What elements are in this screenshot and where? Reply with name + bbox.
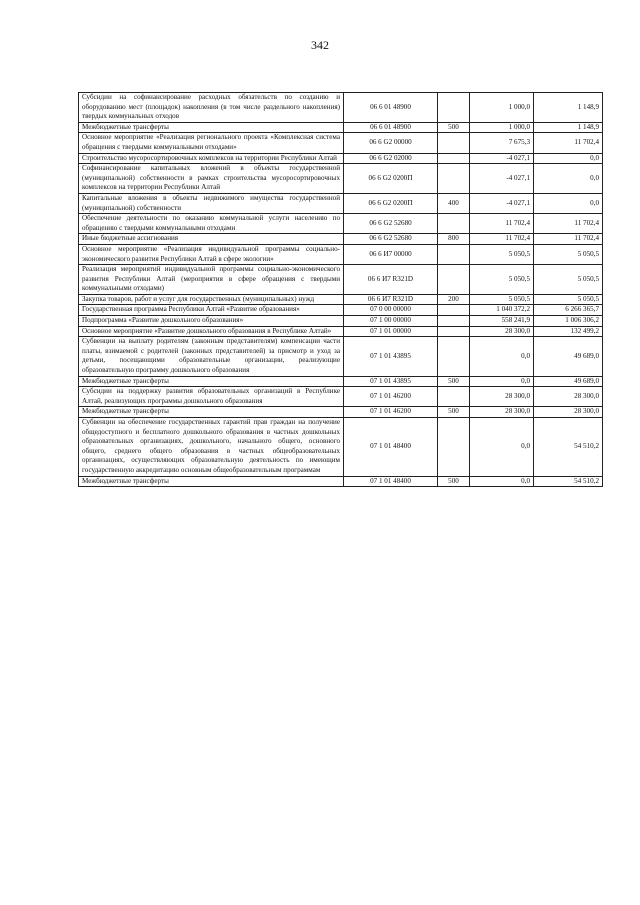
- row-name-cell: Межбюджетные трансферты: [79, 122, 344, 133]
- row-amount-1-cell: 0,0: [470, 376, 534, 387]
- row-expense-type-cell: [438, 418, 470, 477]
- row-amount-2-cell: 28 300,0: [534, 407, 603, 418]
- row-name-cell: Строительство мусоросортировочных комплексов на территории Республики Алтай: [79, 153, 344, 164]
- table-row: [79, 326, 603, 337]
- row-code-cell: 07 1 01 48400: [344, 418, 438, 477]
- row-expense-type-cell: [438, 214, 470, 234]
- row-code-cell: 07 1 01 48400: [344, 476, 438, 487]
- row-code-cell: 07 1 01 00000: [344, 326, 438, 337]
- table-row: [79, 153, 603, 164]
- row-name-cell: Государственная программа Республики Алтай «Развитие образования»: [79, 305, 344, 316]
- row-name-cell: Субсидии на поддержку развития образовательных организаций в Республике Алтай, реализующих программы дошкольного образования: [79, 387, 344, 407]
- row-amount-1-cell: 5 050,5: [470, 294, 534, 305]
- row-name-cell: Реализация мероприятий индивидуальной программы социально-экономического развития Республики Алтай (мероприятия в сфере обращения с твердыми коммунальными отходами): [79, 265, 344, 295]
- row-amount-1-cell: 11 702,4: [470, 214, 534, 234]
- row-code-cell: 07 0 00 00000: [344, 305, 438, 316]
- row-amount-2-cell: 1 148,9: [534, 122, 603, 133]
- table-row: [79, 234, 603, 245]
- row-code-cell: 06 6 G2 00000: [344, 133, 438, 153]
- row-expense-type-cell: 500: [438, 376, 470, 387]
- row-amount-1-cell: 5 050,5: [470, 265, 534, 295]
- row-expense-type-cell: [438, 316, 470, 327]
- row-amount-1-cell: -4 027,1: [470, 193, 534, 213]
- table-row: [79, 476, 603, 487]
- table-row: [79, 214, 603, 234]
- row-amount-2-cell: 5 050,5: [534, 294, 603, 305]
- table-row: [79, 244, 603, 264]
- row-expense-type-cell: 500: [438, 476, 470, 487]
- table-row: [79, 387, 603, 407]
- row-amount-2-cell: 11 702,4: [534, 214, 603, 234]
- table-row: [79, 305, 603, 316]
- row-name-cell: Обеспечение деятельности по оказанию коммунальной услуги населению по обращению с твердыми коммунальными отходами: [79, 214, 344, 234]
- row-amount-1-cell: 5 050,5: [470, 244, 534, 264]
- row-expense-type-cell: [438, 265, 470, 295]
- row-expense-type-cell: [438, 305, 470, 316]
- budget-table-body: [79, 93, 603, 487]
- row-amount-1-cell: 558 241,9: [470, 316, 534, 327]
- row-amount-1-cell: 28 300,0: [470, 407, 534, 418]
- row-code-cell: 07 1 01 46200: [344, 387, 438, 407]
- row-amount-2-cell: 1 148,9: [534, 93, 603, 123]
- row-name-cell: Иные бюджетные ассигнования: [79, 234, 344, 245]
- table-row: [79, 418, 603, 477]
- table-row: [79, 122, 603, 133]
- row-amount-1-cell: 1 040 372,2: [470, 305, 534, 316]
- row-expense-type-cell: [438, 133, 470, 153]
- row-expense-type-cell: [438, 326, 470, 337]
- row-name-cell: Основное мероприятие «Развитие дошкольного образования в Республике Алтай»: [79, 326, 344, 337]
- row-amount-2-cell: 49 689,0: [534, 337, 603, 376]
- row-code-cell: 06 6 И7 00000: [344, 244, 438, 264]
- row-name-cell: Закупка товаров, работ и услуг для государственных (муниципальных) нужд: [79, 294, 344, 305]
- row-code-cell: 06 6 И7 R321D: [344, 294, 438, 305]
- row-amount-1-cell: 11 702,4: [470, 234, 534, 245]
- row-amount-1-cell: 7 675,3: [470, 133, 534, 153]
- table-row: [79, 294, 603, 305]
- row-code-cell: 06 6 G2 0200П: [344, 164, 438, 194]
- row-amount-1-cell: 0,0: [470, 476, 534, 487]
- page-number: 342: [311, 38, 329, 52]
- row-expense-type-cell: [438, 164, 470, 194]
- row-code-cell: 07 1 01 43895: [344, 337, 438, 376]
- row-amount-2-cell: 1 006 306,2: [534, 316, 603, 327]
- row-expense-type-cell: 400: [438, 193, 470, 213]
- row-name-cell: Межбюджетные трансферты: [79, 407, 344, 418]
- row-expense-type-cell: [438, 244, 470, 264]
- row-name-cell: Основное мероприятие «Реализация регионального проекта «Комплексная система обращения с твердыми коммунальными отходами»: [79, 133, 344, 153]
- table-row: [79, 376, 603, 387]
- row-name-cell: Софинансирование капитальных вложений в объекты государственной (муниципальной) собственности в рамках строительства мусоросортировочных комплексов на территории Республики Алтай: [79, 164, 344, 194]
- row-amount-2-cell: 54 510,2: [534, 418, 603, 477]
- row-name-cell: Подпрограмма «Развитие дошкольного образования»: [79, 316, 344, 327]
- row-amount-2-cell: 0,0: [534, 153, 603, 164]
- row-amount-2-cell: 0,0: [534, 193, 603, 213]
- row-amount-2-cell: 28 300,0: [534, 387, 603, 407]
- row-amount-2-cell: 11 702,4: [534, 234, 603, 245]
- budget-table: [78, 92, 603, 487]
- row-amount-1-cell: 28 300,0: [470, 326, 534, 337]
- row-amount-1-cell: 0,0: [470, 337, 534, 376]
- row-expense-type-cell: [438, 153, 470, 164]
- row-code-cell: 07 1 01 46200: [344, 407, 438, 418]
- row-expense-type-cell: 200: [438, 294, 470, 305]
- row-code-cell: 06 6 И7 R321D: [344, 265, 438, 295]
- row-expense-type-cell: [438, 387, 470, 407]
- row-name-cell: Субвенции на обеспечение государственных гарантий прав граждан на получение общедоступного и бесплатного дошкольного образования в частных дошкольных образовательных организациях, дошкольного, начального общего, основного общего, среднего общего образования в частных общеобразовательных организациях, осуществляющих образовательную деятельность по имеющим государственную аккредитацию основным общеобразовательным программам: [79, 418, 344, 477]
- row-amount-2-cell: 54 510,2: [534, 476, 603, 487]
- row-name-cell: Межбюджетные трансферты: [79, 376, 344, 387]
- row-expense-type-cell: 800: [438, 234, 470, 245]
- row-code-cell: 06 6 G2 02000: [344, 153, 438, 164]
- row-amount-2-cell: 11 702,4: [534, 133, 603, 153]
- row-amount-2-cell: 5 050,5: [534, 244, 603, 264]
- row-name-cell: Субсидии на софинансирование расходных обязательств по созданию и оборудованию мест (площадок) накопления (в том числе раздельного накопления) твердых коммунальных отходов: [79, 93, 344, 123]
- row-amount-1-cell: -4 027,1: [470, 153, 534, 164]
- row-amount-2-cell: 132 499,2: [534, 326, 603, 337]
- row-amount-1-cell: 1 000,0: [470, 93, 534, 123]
- table-row: [79, 265, 603, 295]
- row-amount-2-cell: 49 689,0: [534, 376, 603, 387]
- row-expense-type-cell: 500: [438, 407, 470, 418]
- row-expense-type-cell: 500: [438, 122, 470, 133]
- table-row: [79, 93, 603, 123]
- row-amount-2-cell: 6 266 365,7: [534, 305, 603, 316]
- row-expense-type-cell: [438, 93, 470, 123]
- row-name-cell: Межбюджетные трансферты: [79, 476, 344, 487]
- row-amount-1-cell: 0,0: [470, 418, 534, 477]
- table-row: [79, 164, 603, 194]
- table-row: [79, 407, 603, 418]
- row-expense-type-cell: [438, 337, 470, 376]
- row-amount-2-cell: 5 050,5: [534, 265, 603, 295]
- table-row: [79, 316, 603, 327]
- row-code-cell: 06 6 G2 52680: [344, 234, 438, 245]
- row-code-cell: 06 6 G2 0200П: [344, 193, 438, 213]
- row-amount-1-cell: -4 027,1: [470, 164, 534, 194]
- table-row: [79, 133, 603, 153]
- row-amount-2-cell: 0,0: [534, 164, 603, 194]
- row-code-cell: 06 6 01 48900: [344, 122, 438, 133]
- row-amount-1-cell: 1 000,0: [470, 122, 534, 133]
- row-code-cell: 07 1 01 43895: [344, 376, 438, 387]
- row-name-cell: Субвенции на выплату родителям (законным представителям) компенсации части платы, взимаемой с родителей (законных представителей) за присмотр и уход за детьми, посещающими образовательные организации, реализующие образовательную программу дошкольного образования: [79, 337, 344, 376]
- row-amount-1-cell: 28 300,0: [470, 387, 534, 407]
- row-code-cell: 07 1 00 00000: [344, 316, 438, 327]
- row-code-cell: 06 6 01 48900: [344, 93, 438, 123]
- row-name-cell: Основное мероприятие «Реализация индивидуальной программы социально-экономического развития Республики Алтай в сфере экологии»: [79, 244, 344, 264]
- table-row: [79, 193, 603, 213]
- row-code-cell: 06 6 G2 52680: [344, 214, 438, 234]
- table-row: [79, 337, 603, 376]
- row-name-cell: Капитальные вложения в объекты недвижимого имущества государственной (муниципальной) собственности: [79, 193, 344, 213]
